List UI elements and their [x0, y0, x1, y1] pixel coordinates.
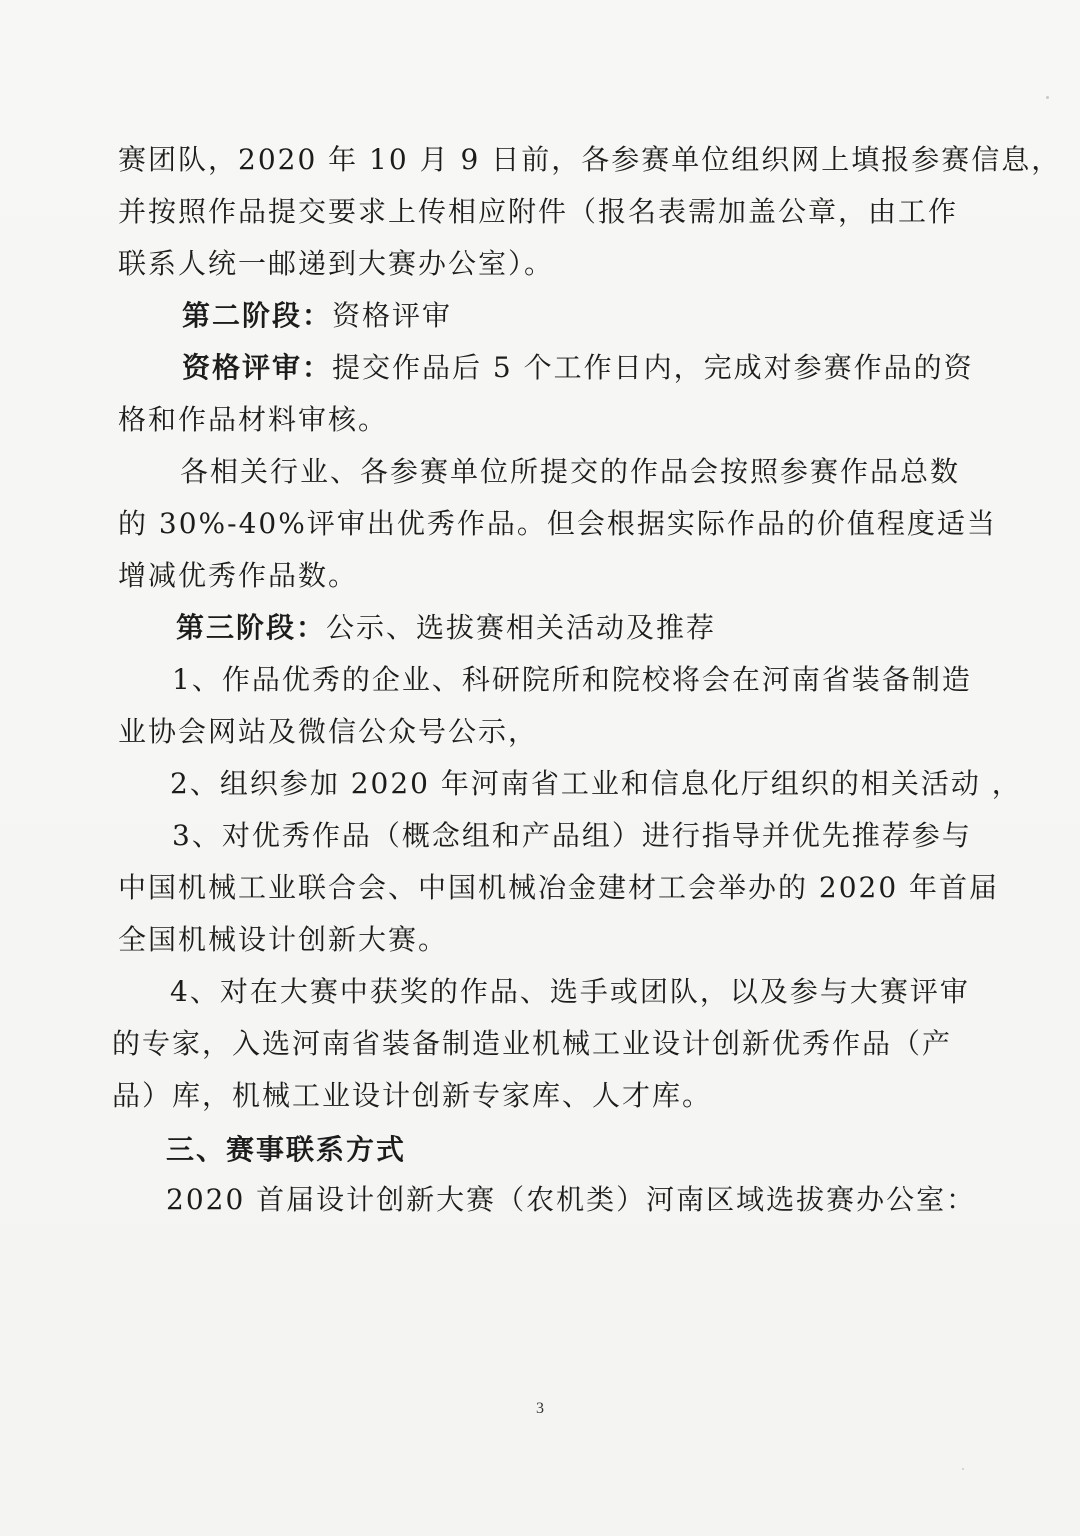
text-line: 的 30%-40%评审出优秀作品。但会根据实际作品的价值程度适当 [118, 507, 997, 540]
scan-speck [1046, 96, 1049, 99]
stage-two-heading [182, 292, 452, 340]
text-line: 2020 首届设计创新大赛（农机类）河南区域选拔赛办公室： [166, 1183, 977, 1216]
text-line: 的专家，入选河南省装备制造业机械工业设计创新优秀作品（产 [112, 1027, 953, 1060]
stage-three-label: 第三阶段： [176, 611, 327, 644]
text-line: 联系人统一邮递到大赛办公室）。 [118, 247, 555, 280]
text-line: 并按照作品提交要求上传相应附件（报名表需加盖公章，由工作 [118, 195, 959, 228]
scan-speck [962, 1468, 964, 1470]
text-line: 格和作品材料审核。 [118, 403, 389, 436]
stage-three-heading [176, 604, 716, 652]
qualification-review-label: 资格评审： [182, 351, 333, 384]
list-item: 2、组织参加 2020 年河南省工业和信息化厅组织的相关活动 ， [170, 767, 1022, 800]
text-line: 各相关行业、各参赛单位所提交的作品会按照参赛作品总数 [180, 455, 961, 488]
text-line: 品）库，机械工业设计创新专家库、人才库。 [112, 1079, 713, 1112]
section-heading: 三、赛事联系方式 [166, 1133, 407, 1166]
page-number: 3 [536, 1400, 544, 1417]
text-line: 增减优秀作品数。 [118, 559, 359, 592]
text-line: 全国机械设计创新大赛。 [118, 923, 449, 956]
qualification-review-paragraph [182, 344, 974, 392]
text-line: 赛团队，2020 年 10 月 9 日前，各参赛单位组织网上填报参赛信息， [118, 143, 1062, 176]
text-line: 业协会网站及微信公众号公示， [118, 715, 539, 748]
text-line: 中国机械工业联合会、中国机械冶金建材工会举办的 2020 年首届 [118, 871, 1000, 904]
qualification-review-text: 提交作品后 5 个工作日内，完成对参赛作品的资 [332, 351, 974, 384]
stage-two-label: 第二阶段： [182, 299, 333, 332]
list-item: 1、作品优秀的企业、科研院所和院校将会在河南省装备制造 [172, 663, 972, 696]
stage-two-title: 资格评审 [332, 299, 453, 332]
list-item: 4、对在大赛中获奖的作品、选手或团队，以及参与大赛评审 [170, 975, 970, 1008]
stage-three-title: 公示、选拔赛相关活动及推荐 [326, 611, 717, 644]
list-item: 3、对优秀作品（概念组和产品组）进行指导并优先推荐参与 [172, 819, 972, 852]
